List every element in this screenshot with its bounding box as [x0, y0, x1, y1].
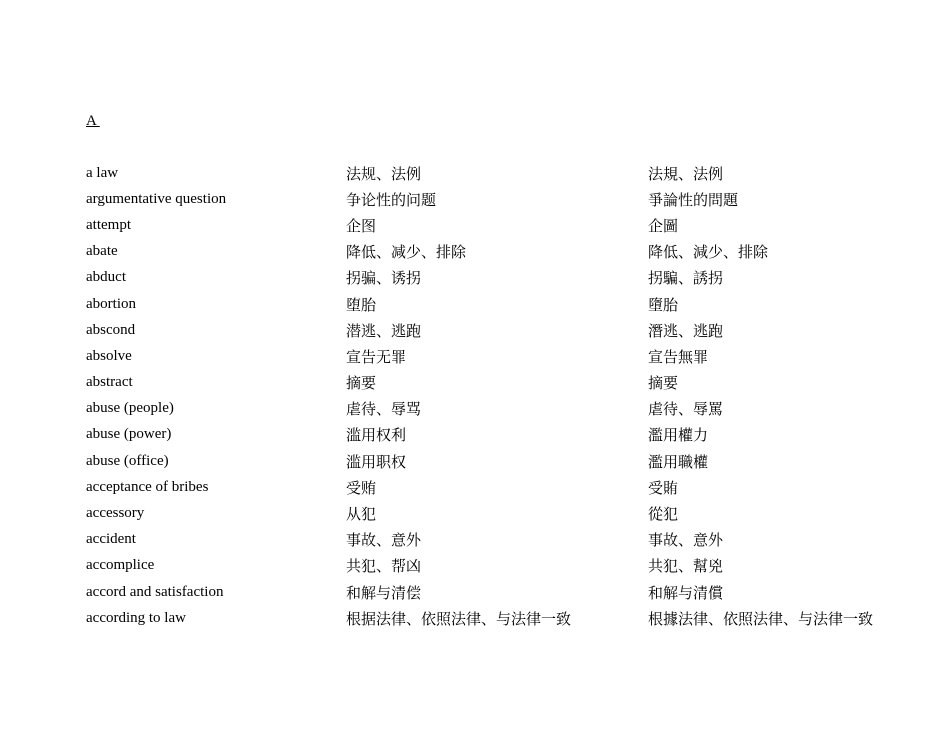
term-english: abuse (office) [86, 452, 169, 469]
table-row [86, 396, 906, 422]
term-simplified-chinese: 滥用职权 [346, 454, 407, 471]
term-english: accessory [86, 505, 145, 522]
term-traditional-chinese: 企圖 [648, 218, 679, 235]
section-heading: A [86, 113, 100, 129]
term-traditional-chinese: 宣告無罪 [648, 349, 709, 366]
term-traditional-chinese: 和解与清償 [648, 585, 724, 602]
table-row [86, 239, 906, 265]
term-simplified-chinese: 滥用权利 [346, 428, 407, 445]
term-english: abortion [86, 295, 136, 312]
term-english: abate [86, 243, 118, 260]
term-simplified-chinese: 法规、法例 [346, 166, 422, 183]
glossary-table [86, 160, 906, 631]
term-english: abduct [86, 269, 126, 286]
term-english: absolve [86, 347, 132, 364]
term-simplified-chinese: 争论性的问题 [346, 192, 437, 209]
table-row [86, 370, 906, 396]
term-traditional-chinese: 潛逃、逃跑 [648, 323, 724, 340]
term-english: abuse (power) [86, 426, 172, 443]
term-traditional-chinese: 摘要 [648, 376, 679, 393]
term-traditional-chinese: 虐待、辱罵 [648, 402, 724, 419]
table-row [86, 160, 906, 186]
term-simplified-chinese: 潜逃、逃跑 [346, 323, 422, 340]
term-english: accomplice [86, 557, 155, 574]
term-english: abuse (people) [86, 400, 174, 417]
term-traditional-chinese: 濫用職權 [648, 454, 709, 471]
term-traditional-chinese: 濫用權力 [648, 428, 709, 445]
table-row [86, 212, 906, 238]
term-simplified-chinese: 从犯 [346, 507, 377, 524]
table-row [86, 579, 906, 605]
term-simplified-chinese: 企图 [346, 218, 377, 235]
term-simplified-chinese: 事故、意外 [346, 533, 422, 550]
term-simplified-chinese: 虐待、辱骂 [346, 402, 422, 419]
table-row [86, 186, 906, 212]
term-traditional-chinese: 法規、法例 [648, 166, 724, 183]
term-traditional-chinese: 根據法律、依照法律、与法律一致 [648, 611, 874, 628]
term-english: according to law [86, 609, 186, 626]
term-english: a law [86, 164, 119, 181]
term-simplified-chinese: 和解与清偿 [346, 585, 422, 602]
term-english: accord and satisfaction [86, 583, 224, 600]
term-traditional-chinese: 爭論性的問題 [648, 192, 739, 209]
table-row [86, 291, 906, 317]
table-row [86, 605, 906, 631]
term-english: abscond [86, 321, 136, 338]
term-english: abstract [86, 374, 133, 391]
table-row [86, 317, 906, 343]
table-row [86, 343, 906, 369]
term-traditional-chinese: 降低、減少、排除 [648, 245, 769, 262]
term-english: accident [86, 531, 136, 548]
term-english: acceptance of bribes [86, 478, 209, 495]
term-english: attempt [86, 216, 131, 233]
term-english: argumentative question [86, 190, 227, 207]
table-row [86, 553, 906, 579]
table-row [86, 500, 906, 526]
term-simplified-chinese: 共犯、帮凶 [346, 559, 422, 576]
term-traditional-chinese: 拐騙、誘拐 [648, 271, 724, 288]
table-row [86, 265, 906, 291]
term-traditional-chinese: 受賄 [648, 480, 679, 497]
term-simplified-chinese: 摘要 [346, 376, 377, 393]
term-simplified-chinese: 受贿 [346, 480, 377, 497]
term-simplified-chinese: 降低、减少、排除 [346, 245, 467, 262]
table-row [86, 474, 906, 500]
table-row [86, 527, 906, 553]
table-row [86, 422, 906, 448]
term-traditional-chinese: 從犯 [648, 507, 679, 524]
term-traditional-chinese: 墮胎 [648, 297, 679, 314]
term-simplified-chinese: 根据法律、依照法律、与法律一致 [346, 611, 572, 628]
term-traditional-chinese: 事故、意外 [648, 533, 724, 550]
term-simplified-chinese: 宣告无罪 [346, 349, 407, 366]
term-traditional-chinese: 共犯、幫兇 [648, 559, 724, 576]
term-simplified-chinese: 拐骗、诱拐 [346, 271, 422, 288]
term-simplified-chinese: 堕胎 [346, 297, 377, 314]
table-row [86, 448, 906, 474]
